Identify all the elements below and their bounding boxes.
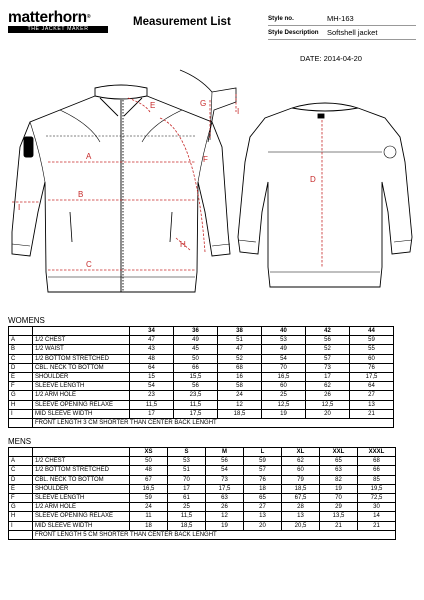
measure-value: 53 [262,336,306,345]
measure-value: 47 [218,345,262,354]
measure-value: 68 [218,363,262,372]
table-row [9,512,396,521]
measure-value: 59 [130,493,168,502]
style-no-row [268,12,416,26]
table-row [9,409,394,418]
measure-value: 20 [306,409,350,418]
measure-value: 56 [174,382,218,391]
measure-value: 73 [206,475,244,484]
measure-description: SLEEVE LENGTH [33,382,130,391]
measure-value: 54 [262,354,306,363]
measure-value: 27 [350,391,394,400]
measure-value: 59 [244,457,282,466]
measure-value: 21 [320,521,358,530]
measure-value: 17 [130,409,174,418]
measure-value: 57 [244,466,282,475]
measure-code: G [9,391,33,400]
mens-measurement-table [8,447,396,540]
measure-value: 66 [358,466,396,475]
mens-size-header: XXXL [358,448,396,457]
measure-value: 65 [244,493,282,502]
mens-size-header: M [206,448,244,457]
measure-code: G [9,503,33,512]
womens-title: WOMENS [8,316,45,325]
measure-description: CBL. NECK TO BOTTOM [33,363,130,372]
measure-value: 48 [130,354,174,363]
measure-description: 1/2 ARM HOLE [33,391,130,400]
note-row [9,530,396,539]
label-c: C [86,260,92,269]
measure-value: 54 [130,382,174,391]
measure-value: 49 [262,345,306,354]
measure-value: 82 [320,475,358,484]
measure-value: 13 [282,512,320,521]
womens-size-header: 44 [350,327,394,336]
brand-logo: matterhorn® THE JACKET MAKER [8,10,120,33]
measure-value: 61 [168,493,206,502]
measure-value: 19 [262,409,306,418]
measure-value: 18 [130,521,168,530]
measure-code: I [9,409,33,418]
measure-code: I [9,521,33,530]
measure-value: 24 [218,391,262,400]
measure-code: B [9,345,33,354]
brand-name: matterhorn [8,9,87,26]
measure-value: 72,5 [358,493,396,502]
measure-code: F [9,493,33,502]
measure-value: 59 [350,336,394,345]
measure-value: 19 [206,521,244,530]
table-row [9,345,394,354]
measure-value: 52 [218,354,262,363]
measure-value: 17,5 [206,484,244,493]
label-b: B [78,190,84,199]
sleeve-detail [180,70,236,142]
style-desc-row [268,26,416,40]
measure-value: 50 [130,457,168,466]
measure-value: 65 [320,457,358,466]
measure-value: 18,5 [282,484,320,493]
measure-value: 62 [282,457,320,466]
womens-size-header: 34 [130,327,174,336]
womens-size-header: 38 [218,327,262,336]
measure-value: 51 [168,466,206,475]
table-row [9,503,396,512]
mens-header-row [9,448,396,457]
table-row [9,521,396,530]
measure-description: 1/2 CHEST [33,336,130,345]
womens-size-header: 40 [262,327,306,336]
table-row [9,363,394,372]
mens-title: MENS [8,437,32,446]
measure-value: 19,5 [358,484,396,493]
mens-size-header: S [168,448,206,457]
measure-value: 18,5 [168,521,206,530]
table-row [9,372,394,381]
measure-code: C [9,354,33,363]
measure-value: 55 [350,345,394,354]
measure-value: 17,5 [350,372,394,381]
measure-value: 11,5 [130,400,174,409]
measure-value: 62 [306,382,350,391]
table-row [9,400,394,409]
measure-value: 60 [282,466,320,475]
table-row [9,391,394,400]
measure-value: 30 [358,503,396,512]
measure-value: 11,5 [168,512,206,521]
mens-size-header: XS [130,448,168,457]
page-title: Measurement List [133,16,231,28]
measure-description: CBL. NECK TO BOTTOM [33,475,130,484]
measure-code: D [9,475,33,484]
measure-value: 45 [174,345,218,354]
label-d: D [310,175,316,184]
brand-tagline: THE JACKET MAKER [8,26,108,33]
measure-description: 1/2 CHEST [33,457,130,466]
measure-description: MID SLEEVE WIDTH [33,409,130,418]
measure-value: 56 [306,336,350,345]
measure-value: 67,5 [282,493,320,502]
measure-value: 18,5 [218,409,262,418]
style-desc-value: Softshell jacket [327,28,378,37]
measure-value: 51 [218,336,262,345]
measure-value: 12,5 [306,400,350,409]
label-e: E [150,101,156,110]
womens-size-header: 42 [306,327,350,336]
womens-measurement-table [8,326,394,428]
table-row [9,484,396,493]
measure-value: 52 [306,345,350,354]
style-info [268,12,416,40]
measure-description: SLEEVE LENGTH [33,493,130,502]
measure-value: 26 [206,503,244,512]
measure-value: 64 [350,382,394,391]
measure-value: 76 [244,475,282,484]
measure-value: 70 [168,475,206,484]
measure-value: 54 [206,466,244,475]
measure-value: 12,5 [262,400,306,409]
jacket-technical-drawing [0,62,424,312]
measure-value: 15 [130,372,174,381]
label-a: A [86,152,92,161]
measure-value: 68 [358,457,396,466]
table-row [9,466,396,475]
measure-value: 79 [282,475,320,484]
womens-header-row [9,327,394,336]
measure-value: 12 [206,512,244,521]
measure-code: A [9,336,33,345]
measurement-lines [12,94,322,270]
measure-description: 1/2 BOTTOM STRETCHED [33,354,130,363]
mens-size-header: XXL [320,448,358,457]
measure-value: 48 [130,466,168,475]
measure-code: H [9,400,33,409]
table-note: FRONT LENGTH 3 CM SHORTER THAN CENTER BACK LENGHT [33,418,394,427]
measure-value: 17,5 [174,409,218,418]
measure-value: 11 [130,512,168,521]
measure-description: 1/2 ARM HOLE [33,503,130,512]
womens-size-header: 36 [174,327,218,336]
table-row [9,457,396,466]
measure-value: 23 [130,391,174,400]
measure-value: 18 [244,484,282,493]
document-date: DATE: 2014-04-20 [300,54,362,63]
measure-value: 60 [262,382,306,391]
measure-value: 53 [168,457,206,466]
measure-code: E [9,484,33,493]
note-row [9,418,394,427]
measure-value: 19 [320,484,358,493]
measure-code: H [9,512,33,521]
measure-code: A [9,457,33,466]
label-h: H [180,240,186,249]
mens-size-header: XL [282,448,320,457]
measure-code: E [9,372,33,381]
measure-value: 29 [320,503,358,512]
label-g: G [200,99,207,108]
measure-description: 1/2 BOTTOM STRETCHED [33,466,130,475]
measure-value: 26 [306,391,350,400]
measure-description: SLEEVE OPENING RELAXE [33,400,130,409]
measure-value: 13,5 [320,512,358,521]
measure-value: 15,5 [174,372,218,381]
measure-value: 16,5 [262,372,306,381]
measure-value: 85 [358,475,396,484]
measure-value: 56 [206,457,244,466]
measure-code: D [9,363,33,372]
measure-value: 70 [262,363,306,372]
measure-value: 49 [174,336,218,345]
back-view [238,103,412,287]
measure-description: 1/2 WAIST [33,345,130,354]
measure-value: 70 [320,493,358,502]
measure-value: 25 [262,391,306,400]
measure-code: C [9,466,33,475]
measure-value: 24 [130,503,168,512]
style-desc-label: Style Description [268,29,319,36]
measure-value: 25 [168,503,206,512]
table-note: FRONT LENGTH 5 CM SHORTER THAN CENTER BACK LENGHT [33,530,396,539]
table-row [9,493,396,502]
table-row [9,336,394,345]
measure-value: 17 [306,372,350,381]
style-no-value: MH-163 [327,14,354,23]
measure-description: MID SLEEVE WIDTH [33,521,130,530]
measure-value: 14 [358,512,396,521]
measure-description: SHOULDER [33,372,130,381]
measure-value: 21 [350,409,394,418]
measure-code: F [9,382,33,391]
measure-value: 20 [244,521,282,530]
front-view [12,85,230,292]
measure-value: 50 [174,354,218,363]
measure-value: 76 [350,363,394,372]
measure-value: 21 [358,521,396,530]
label-f: F [203,155,208,164]
measure-value: 27 [244,503,282,512]
label-i-front: I [18,203,21,212]
measure-value: 16,5 [130,484,168,493]
measure-value: 43 [130,345,174,354]
measure-value: 17 [168,484,206,493]
measure-value: 63 [206,493,244,502]
measure-value: 73 [306,363,350,372]
measure-value: 64 [130,363,174,372]
measure-value: 12 [218,400,262,409]
mens-size-header: L [244,448,282,457]
measure-value: 63 [320,466,358,475]
label-i-sleeve: I [237,107,240,116]
table-row [9,382,394,391]
measure-value: 23,5 [174,391,218,400]
table-row [9,354,394,363]
measure-value: 67 [130,475,168,484]
table-row [9,475,396,484]
measure-value: 57 [306,354,350,363]
measure-value: 66 [174,363,218,372]
measure-value: 60 [350,354,394,363]
measure-value: 28 [282,503,320,512]
measure-description: SHOULDER [33,484,130,493]
measure-value: 16 [218,372,262,381]
measure-value: 13 [350,400,394,409]
style-no-label: Style no. [268,15,294,22]
measure-value: 13 [244,512,282,521]
measure-description: SLEEVE OPENING RELAXE [33,512,130,521]
measure-value: 58 [218,382,262,391]
measure-value: 47 [130,336,174,345]
measure-value: 20,5 [282,521,320,530]
measure-value: 11,5 [174,400,218,409]
